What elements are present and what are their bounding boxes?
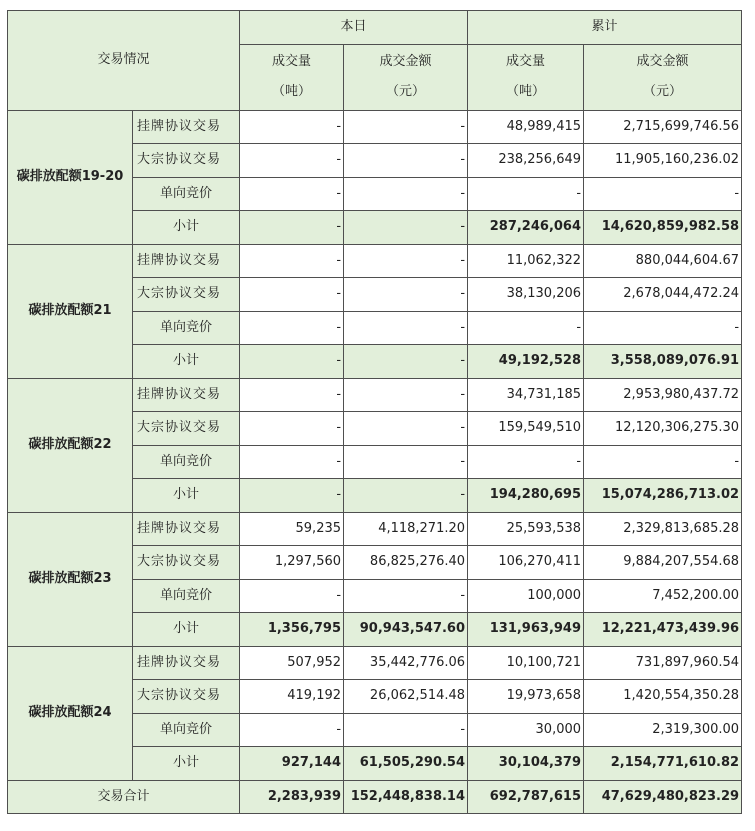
- cum-amount-cell: 12,221,473,439.96: [584, 613, 742, 647]
- table-row: [8, 512, 742, 546]
- category-cell: 碳排放配额22: [8, 378, 133, 512]
- cum-amount-cell: 12,120,306,275.30: [584, 412, 742, 446]
- cum-volume-header: [468, 44, 584, 110]
- cum-volume-cell: 106,270,411: [468, 546, 584, 580]
- today-amount-cell: -: [344, 110, 468, 144]
- cum-amount-cell: 15,074,286,713.02: [584, 479, 742, 513]
- cum-amount-cell: 1,420,554,350.28: [584, 680, 742, 714]
- cum-volume-cell: 30,104,379: [468, 747, 584, 781]
- cum-amount-cell: 47,629,480,823.29: [584, 780, 742, 814]
- column-label: 成交金额: [379, 54, 432, 69]
- trade-type-cell: 挂牌协议交易: [133, 110, 240, 144]
- today-amount-cell: 152,448,838.14: [344, 780, 468, 814]
- column-unit: （元）: [643, 84, 683, 99]
- cum-volume-cell: 49,192,528: [468, 345, 584, 379]
- today-amount-cell: 86,825,276.40: [344, 546, 468, 580]
- cum-volume-cell: 11,062,322: [468, 244, 584, 278]
- cum-amount-cell: 7,452,200.00: [584, 579, 742, 613]
- trade-type-cell: 挂牌协议交易: [133, 378, 240, 412]
- trade-type-cell: 单向竞价: [133, 713, 240, 747]
- today-amount-cell: -: [344, 144, 468, 178]
- today-volume-cell: -: [240, 445, 344, 479]
- today-volume-cell: 507,952: [240, 646, 344, 680]
- table-row: [8, 378, 742, 412]
- today-volume-cell: 1,297,560: [240, 546, 344, 580]
- column-unit: （元）: [386, 84, 426, 99]
- today-amount-cell: 35,442,776.06: [344, 646, 468, 680]
- cum-volume-cell: 34,731,185: [468, 378, 584, 412]
- total-label: 交易合计: [8, 780, 240, 814]
- cum-volume-cell: 159,549,510: [468, 412, 584, 446]
- today-volume-cell: -: [240, 110, 344, 144]
- today-volume-cell: -: [240, 278, 344, 312]
- trading-summary-table: [7, 10, 742, 814]
- cum-volume-cell: 238,256,649: [468, 144, 584, 178]
- cum-volume-cell: 38,130,206: [468, 278, 584, 312]
- today-volume-cell: 59,235: [240, 512, 344, 546]
- trade-type-cell: 挂牌协议交易: [133, 244, 240, 278]
- today-volume-cell: -: [240, 378, 344, 412]
- cum-volume-cell: 692,787,615: [468, 780, 584, 814]
- today-volume-cell: 2,283,939: [240, 780, 344, 814]
- today-header: 本日: [240, 11, 468, 45]
- cum-amount-cell: 3,558,089,076.91: [584, 345, 742, 379]
- today-volume-cell: 927,144: [240, 747, 344, 781]
- today-amount-cell: -: [344, 177, 468, 211]
- table-header: [8, 11, 742, 111]
- today-volume-cell: -: [240, 579, 344, 613]
- today-volume-cell: -: [240, 713, 344, 747]
- today-amount-cell: -: [344, 445, 468, 479]
- cum-amount-cell: 2,715,699,746.56: [584, 110, 742, 144]
- cum-amount-cell: 2,953,980,437.72: [584, 378, 742, 412]
- cumulative-header: 累计: [468, 11, 742, 45]
- cum-amount-cell: 880,044,604.67: [584, 244, 742, 278]
- subtotal-label: 小计: [133, 747, 240, 781]
- today-amount-cell: -: [344, 579, 468, 613]
- today-volume-cell: -: [240, 479, 344, 513]
- cum-volume-cell: 10,100,721: [468, 646, 584, 680]
- cum-volume-cell: 287,246,064: [468, 211, 584, 245]
- trade-type-cell: 挂牌协议交易: [133, 512, 240, 546]
- today-volume-cell: -: [240, 177, 344, 211]
- today-amount-cell: -: [344, 311, 468, 345]
- table-row: [8, 646, 742, 680]
- today-volume-cell: -: [240, 144, 344, 178]
- cum-amount-cell: 9,884,207,554.68: [584, 546, 742, 580]
- table-body: [8, 110, 742, 814]
- today-volume-cell: 1,356,795: [240, 613, 344, 647]
- today-volume-cell: 419,192: [240, 680, 344, 714]
- trade-type-cell: 单向竞价: [133, 579, 240, 613]
- cum-volume-cell: 48,989,415: [468, 110, 584, 144]
- trade-type-cell: 大宗协议交易: [133, 412, 240, 446]
- today-amount-cell: 26,062,514.48: [344, 680, 468, 714]
- cum-volume-cell: -: [468, 445, 584, 479]
- category-cell: 碳排放配额21: [8, 244, 133, 378]
- trade-info-header: 交易情况: [8, 11, 240, 111]
- cum-amount-cell: 11,905,160,236.02: [584, 144, 742, 178]
- today-volume-cell: -: [240, 412, 344, 446]
- cum-amount-cell: 14,620,859,982.58: [584, 211, 742, 245]
- subtotal-label: 小计: [133, 479, 240, 513]
- table-row: [8, 110, 742, 144]
- cum-amount-cell: 731,897,960.54: [584, 646, 742, 680]
- subtotal-label: 小计: [133, 211, 240, 245]
- trade-type-cell: 单向竞价: [133, 311, 240, 345]
- cum-amount-cell: 2,678,044,472.24: [584, 278, 742, 312]
- trade-type-cell: 单向竞价: [133, 445, 240, 479]
- today-amount-cell: -: [344, 378, 468, 412]
- category-cell: 碳排放配额23: [8, 512, 133, 646]
- cum-volume-cell: -: [468, 177, 584, 211]
- total-row: [8, 780, 742, 814]
- today-amount-cell: -: [344, 211, 468, 245]
- cum-amount-cell: -: [584, 445, 742, 479]
- trade-type-cell: 单向竞价: [133, 177, 240, 211]
- cum-amount-cell: -: [584, 311, 742, 345]
- cum-volume-cell: 19,973,658: [468, 680, 584, 714]
- table-row: [8, 244, 742, 278]
- today-amount-cell: -: [344, 412, 468, 446]
- category-cell: 碳排放配额24: [8, 646, 133, 780]
- column-label: 成交量: [506, 54, 546, 69]
- cum-amount-cell: -: [584, 177, 742, 211]
- column-label: 成交量: [272, 54, 312, 69]
- today-amount-cell: -: [344, 244, 468, 278]
- cum-volume-cell: -: [468, 311, 584, 345]
- today-amount-cell: -: [344, 479, 468, 513]
- today-amount-cell: -: [344, 278, 468, 312]
- cum-volume-cell: 194,280,695: [468, 479, 584, 513]
- today-volume-header: [240, 44, 344, 110]
- category-cell: 碳排放配额19-20: [8, 110, 133, 244]
- cum-amount-cell: 2,154,771,610.82: [584, 747, 742, 781]
- cum-amount-header: [584, 44, 742, 110]
- today-volume-cell: -: [240, 311, 344, 345]
- cum-volume-cell: 131,963,949: [468, 613, 584, 647]
- today-amount-cell: 90,943,547.60: [344, 613, 468, 647]
- trade-type-cell: 大宗协议交易: [133, 680, 240, 714]
- cum-volume-cell: 25,593,538: [468, 512, 584, 546]
- column-unit: （吨）: [506, 84, 546, 99]
- today-amount-cell: 61,505,290.54: [344, 747, 468, 781]
- today-amount-header: [344, 44, 468, 110]
- today-volume-cell: -: [240, 211, 344, 245]
- column-label: 成交金额: [636, 54, 689, 69]
- today-amount-cell: 4,118,271.20: [344, 512, 468, 546]
- cum-amount-cell: 2,319,300.00: [584, 713, 742, 747]
- trade-type-cell: 大宗协议交易: [133, 144, 240, 178]
- today-amount-cell: -: [344, 713, 468, 747]
- subtotal-label: 小计: [133, 345, 240, 379]
- column-unit: （吨）: [272, 84, 312, 99]
- today-volume-cell: -: [240, 244, 344, 278]
- trade-type-cell: 大宗协议交易: [133, 546, 240, 580]
- today-amount-cell: -: [344, 345, 468, 379]
- subtotal-label: 小计: [133, 613, 240, 647]
- cum-volume-cell: 30,000: [468, 713, 584, 747]
- cum-amount-cell: 2,329,813,685.28: [584, 512, 742, 546]
- today-volume-cell: -: [240, 345, 344, 379]
- cum-volume-cell: 100,000: [468, 579, 584, 613]
- trade-type-cell: 挂牌协议交易: [133, 646, 240, 680]
- trade-type-cell: 大宗协议交易: [133, 278, 240, 312]
